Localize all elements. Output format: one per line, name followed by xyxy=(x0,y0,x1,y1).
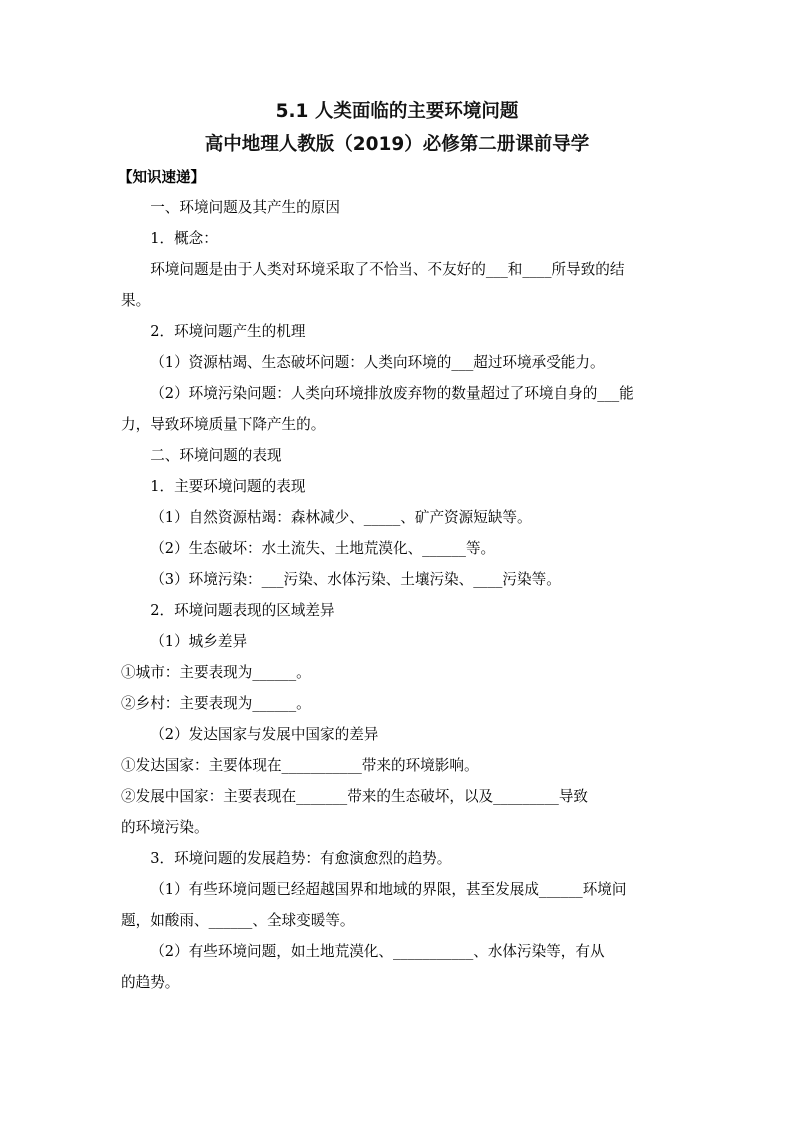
subheading-main-problems: 1．主要环境问题的表现 xyxy=(150,478,306,495)
paragraph-line: （1）资源枯竭、生态破坏问题：人类向环境的___超过环境承受能力。 xyxy=(150,354,605,371)
paragraph-line: （1）有些环境问题已经超越国界和地域的界限，甚至发展成______环境问 xyxy=(150,881,627,898)
document-title: 5.1 人类面临的主要环境问题 xyxy=(275,101,519,122)
document-subtitle: 高中地理人教版（2019）必修第二册课前导学 xyxy=(204,134,590,155)
subheading-trend: 3．环境问题的发展趋势：有愈演愈烈的趋势。 xyxy=(150,850,452,867)
document-body xyxy=(121,192,676,998)
paragraph-line: 环境问题是由于人类对环境采取了不恰当、不友好的___和____所导致的结 xyxy=(150,261,625,278)
paragraph-line: （2）有些环境问题，如土地荒漠化、___________、水体污染等，有从 xyxy=(150,943,605,960)
paragraph-line: 力，导致环境质量下降产生的。 xyxy=(121,416,326,433)
paragraph-line: （2）发达国家与发展中国家的差异 xyxy=(150,726,379,743)
paragraph-line: 果。 xyxy=(121,292,151,309)
paragraph-line: 题，如酸雨、______、全球变暖等。 xyxy=(121,912,355,929)
section-label: 【知识速递】 xyxy=(118,170,205,186)
paragraph-line: 的趋势。 xyxy=(121,974,180,991)
paragraph-line: ②发展中国家：主要表现在_______带来的生态破坏，以及_________导致 xyxy=(121,788,589,805)
paragraph-line: ②乡村：主要表现为______。 xyxy=(121,695,311,712)
paragraph-line: （1）城乡差异 xyxy=(150,633,248,650)
subheading-mechanism: 2．环境问题产生的机理 xyxy=(150,323,306,340)
paragraph-line: （2）环境污染问题：人类向环境排放废弃物的数量超过了环境自身的___能 xyxy=(150,385,634,402)
paragraph-line: （3）环境污染：___污染、水体污染、土壤污染、____污染等。 xyxy=(150,571,561,588)
heading-section-1: 一、环境问题及其产生的原因 xyxy=(150,199,340,216)
subheading-concept: 1．概念： xyxy=(150,230,218,247)
paragraph-line: ①发达国家：主要体现在___________带来的环境影响。 xyxy=(121,757,479,774)
paragraph-line: （1）自然资源枯竭：森林减少、_____、矿产资源短缺等。 xyxy=(150,509,532,526)
heading-section-2: 二、环境问题的表现 xyxy=(150,447,282,464)
subheading-regional-differences: 2．环境问题表现的区域差异 xyxy=(150,602,335,619)
paragraph-line: 的环境污染。 xyxy=(121,819,209,836)
paragraph-line: （2）生态破坏：水土流失、土地荒漠化、______等。 xyxy=(150,540,496,557)
paragraph-line: ①城市：主要表现为______。 xyxy=(121,664,311,681)
